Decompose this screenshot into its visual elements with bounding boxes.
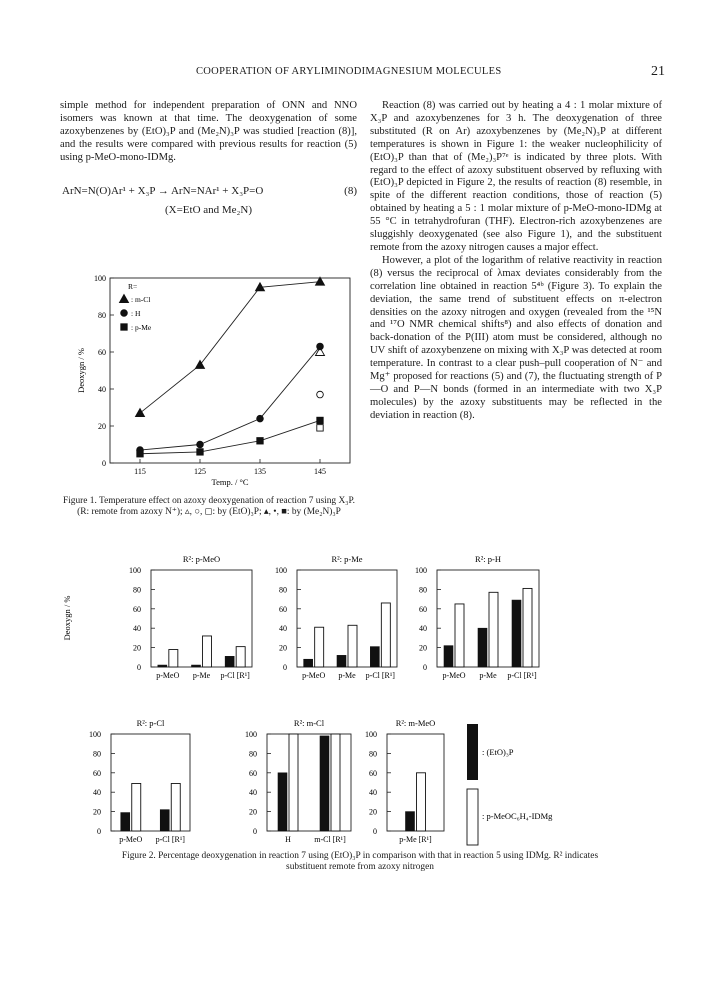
equation-text: ArN=N(O)Ar¹ + X₃P → ArN=NAr¹ + X₃P=O (62, 185, 264, 197)
bar-idmg (132, 783, 141, 831)
y-tick-label: 60 (249, 768, 257, 778)
figure1-xlabel: Temp. / °C (211, 477, 249, 487)
right-paragraph-2: However, a plot of the logarithm of relative reactivity in reaction (8) versus the reciprocal of λmax deviates considerably from the correlation line obtained in reaction 5⁴ᵇ (Figure 3). To explain the deviation, the same trend of substituent effects on π-electron densities on the azoxy nitrogen and oxygen (revealed from the ¹⁵N and ¹⁷O NMR chemical shifts⁸) and also effects of donation and back-donation of the P(III) atom must be considered, although no UV shift of azoxybenzene on mixing with X₃P was detected at room temperature. In contrast to a clear push–pull cooperation of N⁻ and Mg⁺ proposed for reactions (5) and (7), the fluctuating strength of P—O and P—N bonds (formed in an intermediate with two X₃P molecules) by the azoxy substituents may be reflected in the deviation in reaction (8). (370, 254, 662, 421)
data-point-square (257, 438, 263, 444)
bar-eto3p (512, 600, 521, 667)
bar-idmg (348, 625, 357, 667)
figure1-ylabel: Deoxygn / % (76, 348, 86, 393)
y-tick-label: 60 (279, 604, 287, 614)
y-tick-label: 100 (415, 566, 427, 575)
y-tick-label: 60 (369, 768, 377, 778)
bar-eto3p (304, 659, 313, 667)
y-tick-label: 80 (419, 585, 427, 595)
bar-idmg (455, 604, 464, 667)
y-tick-label: 20 (369, 807, 377, 817)
bar-eto3p (444, 646, 453, 667)
right-paragraph-1: Reaction (8) was carried out by heating a 4 : 1 molar mixture of X₃P and azoxybenzenes for 3 h. The deoxygenation of three substituted (R on Ar) azoxybenzenes by (Me₂N)₃P at different temperatures is shown in Figure 1: the weaker nucleophilicity of (EtO)₃P than that of (Me₂)₃P⁷ᵉ is indicated by three plots. With regard to the effect of azoxy substituent observed by refluxing with (EtO)₃P depicted in Figure 2, the results of reaction (8) resemble, in spite of the different reaction conditions, those of reaction (5) obtained by heating a 5 : 1 molar mixture of p-MeO-mono-IDMg at 55 °C in tetrahydrofuran (THF). Electron-rich azoxybenzenes are sluggishly deoxygenated (see also Figure 1), and the substituent remote from the azoxy nitrogen causes a major effect. (370, 100, 662, 253)
category-label: p-MeO (302, 671, 326, 680)
running-title: COOPERATION OF ARYLIMINODIMAGNESIUM MOLECULES (196, 66, 502, 77)
series-line (140, 346, 320, 450)
data-point-square (121, 324, 127, 330)
bar-idmg (169, 650, 178, 667)
bar-idmg (315, 627, 324, 667)
y-tick-label: 40 (98, 385, 106, 394)
y-tick-label: 40 (249, 788, 257, 798)
category-label: p-MeO (156, 671, 180, 680)
y-tick-label: 0 (423, 663, 427, 672)
figure2-panel-title: R²: m-Cl (293, 718, 325, 728)
bar-eto3p (225, 656, 234, 667)
figure1-chart (60, 270, 360, 495)
figure1-legend-title: R= (128, 282, 138, 291)
y-tick-label: 60 (419, 604, 427, 614)
bar-eto3p (406, 812, 415, 831)
data-point-circle (197, 441, 204, 448)
category-label: p-Me [R¹] (399, 835, 432, 844)
y-tick-label: 80 (133, 585, 141, 595)
y-tick-label: 20 (279, 643, 287, 653)
category-label: p-Me (338, 671, 356, 680)
page-number: 21 (651, 64, 665, 79)
running-header (0, 66, 720, 82)
bar-idmg (489, 592, 498, 667)
bar-idmg (289, 734, 298, 831)
figure1-legend-label: : p-Me (131, 323, 152, 332)
bar-eto3p (160, 810, 169, 831)
figure2-panel-title: R²: p-Me (331, 554, 363, 564)
y-tick-label: 0 (97, 827, 101, 836)
y-tick-label: 20 (98, 422, 106, 431)
x-tick-label: 145 (314, 467, 326, 476)
bar-idmg (203, 636, 212, 667)
x-tick-label: 135 (254, 467, 266, 476)
category-label: p-Cl [R¹] (365, 671, 395, 680)
figure2-chart (60, 548, 670, 850)
y-tick-label: 0 (283, 663, 287, 672)
left-paragraph: simple method for independent preparation of ONN and NNO isomers was known at that time. The deoxygenation of some azoxybenzenes by (EtO)₃P and (Me₂N)₃P was studied [reaction (8)], and the results were compared with previous results for reaction (5) using p-MeO-mono-IDMg. (60, 100, 357, 163)
figure2-panel-title: R²: m-MeO (395, 718, 436, 728)
equation-number: (8) (344, 185, 357, 197)
data-point-circle (257, 415, 264, 422)
figure2-panel-title: R²: p-Cl (136, 718, 165, 728)
figure2-caption (30, 851, 690, 874)
data-point-triangle (136, 409, 145, 417)
y-tick-label: 40 (133, 624, 141, 634)
figure1-plot-frame (110, 278, 350, 463)
y-tick-label: 80 (279, 585, 287, 595)
y-tick-label: 0 (137, 663, 141, 672)
y-tick-label: 0 (102, 459, 106, 468)
equation-condition: (X=EtO and Me₂N) (164, 204, 253, 216)
category-label: p-Me (192, 671, 211, 680)
data-point-square (197, 449, 203, 455)
legend-swatch-idmg (467, 789, 478, 845)
legend-label-eto3p: : (EtO)₃P (482, 747, 514, 757)
data-point-circle (317, 391, 324, 398)
figure2-caption-line2: substituent remote from azoxy nitrogen (286, 862, 434, 873)
data-point-square (137, 451, 143, 457)
data-point-triangle (196, 360, 205, 368)
y-tick-label: 60 (133, 604, 141, 614)
bar-eto3p (478, 628, 487, 667)
bar-eto3p (192, 665, 201, 667)
figure1-legend-label: : m-Cl (131, 295, 151, 304)
figure1-caption: Figure 1. Temperature effect on azoxy deoxygenation of reaction 7 using X₃P. (R: remote from azoxy N⁺); ▵, ○, ◻: by (EtO)₃P; ▴, •, ■: by (Me₂N)₃P (62, 496, 356, 518)
y-tick-label: 80 (98, 311, 106, 320)
y-tick-label: 100 (245, 730, 257, 739)
category-label: H (285, 835, 291, 844)
data-point-triangle (120, 295, 129, 303)
figure2-panel-title: R²: p-MeO (182, 554, 221, 564)
y-tick-label: 100 (275, 566, 287, 575)
legend-label-idmg: : p-MeOC₆H₄-IDMg (482, 811, 553, 821)
bar-idmg (236, 647, 245, 667)
figure2-panel-title: R²: p-H (475, 554, 501, 564)
figure2-caption-line1: Figure 2. Percentage deoxygenation in reaction 7 using (EtO)₃P in comparison with that in reaction 5 using IDMg. R² indicates (121, 851, 599, 861)
series-line (140, 420, 320, 453)
y-tick-label: 20 (93, 807, 101, 817)
category-label: p-Cl [R¹] (220, 671, 250, 680)
y-tick-label: 20 (133, 643, 141, 653)
bar-eto3p (337, 655, 346, 667)
data-point-square (317, 417, 323, 423)
left-column-text (60, 100, 357, 165)
right-column-text (370, 100, 662, 423)
figure1-legend-label: : H (131, 309, 141, 318)
y-tick-label: 40 (93, 788, 101, 798)
bar-idmg (331, 734, 340, 831)
figure2-panel-frame (387, 734, 444, 831)
y-tick-label: 0 (253, 827, 257, 836)
y-tick-label: 100 (129, 566, 141, 575)
bar-idmg (523, 588, 532, 667)
category-label: p-Cl [R¹] (155, 835, 185, 844)
y-tick-label: 100 (365, 730, 377, 739)
y-tick-label: 80 (369, 749, 377, 759)
y-tick-label: 80 (93, 749, 101, 759)
series-line (140, 282, 320, 413)
category-label: m-Cl [R¹] (314, 835, 346, 844)
y-tick-label: 40 (419, 624, 427, 634)
y-tick-label: 80 (249, 749, 257, 759)
y-tick-label: 20 (419, 643, 427, 653)
data-point-circle (121, 310, 128, 317)
y-tick-label: 60 (93, 768, 101, 778)
figure2-ylabel: Deoxygn / % (62, 595, 72, 641)
bar-eto3p (121, 813, 130, 831)
bar-eto3p (278, 773, 287, 831)
category-label: p-MeO (119, 835, 143, 844)
y-tick-label: 40 (279, 624, 287, 634)
y-tick-label: 20 (249, 807, 257, 817)
y-tick-label: 60 (98, 348, 106, 357)
bar-idmg (171, 783, 180, 831)
data-point-circle (317, 343, 324, 350)
bar-eto3p (370, 647, 379, 667)
legend-swatch-eto3p (467, 724, 478, 780)
data-point-square (317, 425, 323, 431)
category-label: p-Me (479, 671, 497, 680)
x-tick-label: 115 (134, 467, 146, 476)
y-tick-label: 40 (369, 788, 377, 798)
y-tick-label: 0 (373, 827, 377, 836)
bar-idmg (381, 603, 390, 667)
y-tick-label: 100 (89, 730, 101, 739)
bar-eto3p (158, 665, 167, 667)
y-tick-label: 100 (94, 274, 106, 283)
category-label: p-MeO (442, 671, 466, 680)
x-tick-label: 125 (194, 467, 206, 476)
bar-eto3p (320, 736, 329, 831)
category-label: p-Cl [R¹] (507, 671, 537, 680)
bar-idmg (417, 773, 426, 831)
